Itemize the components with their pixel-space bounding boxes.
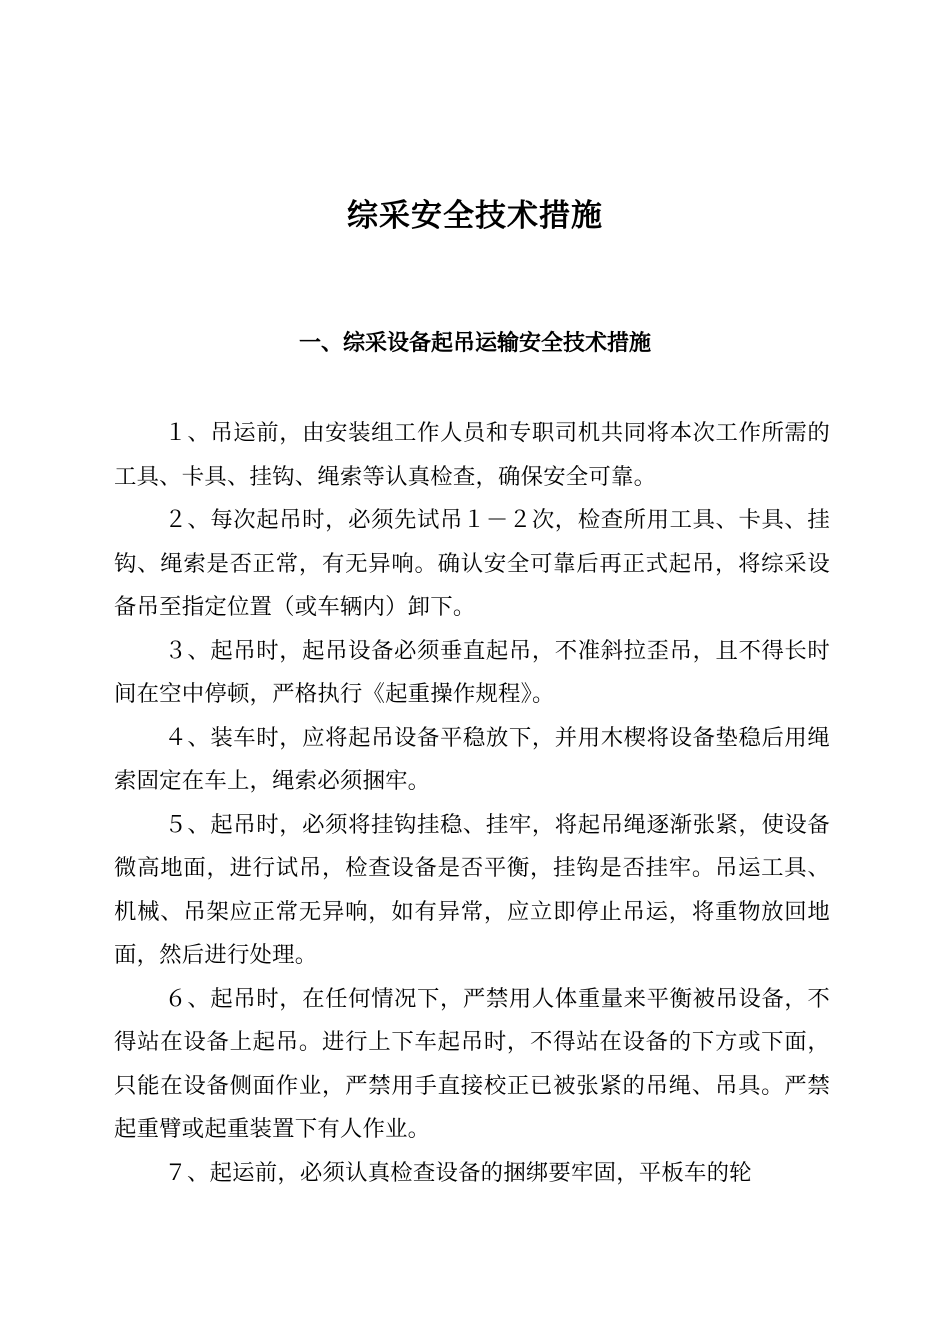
paragraph-5: ５、起吊时，必须将挂钩挂稳、挂牢，将起吊绳逐渐张紧，使设备微高地面，进行试吊，检查设备是否平衡，挂钩是否挂牢。吊运工具、机械、吊架应正常无异响，如有异常，应立即停止吊运，将重物放回地面，然后进行处理。 bbox=[114, 811, 830, 968]
paragraph-7: ７、起运前，必须认真检查设备的捆绑要牢固，平板车的轮 bbox=[164, 1159, 752, 1186]
paragraph-4: ４、装车时，应将起吊设备平稳放下，并用木楔将设备垫稳后用绳索固定在车上，绳索必须捆牢。 bbox=[114, 724, 830, 794]
paragraph-2: ２、每次起吊时，必须先试吊１－２次，检查所用工具、卡具、挂钩、绳索是否正常，有无异响。确认安全可靠后再正式起吊，将综采设备吊至指定位置（或车辆内）卸下。 bbox=[114, 507, 830, 620]
section-heading: 一、综采设备起吊运输安全技术措施 bbox=[298, 331, 651, 356]
paragraph-1: １、吊运前，由安装组工作人员和专职司机共同将本次工作所需的工具、卡具、挂钩、绳索等认真检查，确保安全可靠。 bbox=[114, 420, 830, 490]
paragraph-6: ６、起吊时，在任何情况下，严禁用人体重量来平衡被吊设备，不得站在设备上起吊。进行上下车起吊时，不得站在设备的下方或下面，只能在设备侧面作业，严禁用手直接校正已被张紧的吊绳、吊具。严禁起重臂或起重装置下有人作业。 bbox=[114, 985, 830, 1142]
paragraph-3: ３、起吊时，起吊设备必须垂直起吊，不准斜拉歪吊，且不得长时间在空中停顿，严格执行《起重操作规程》。 bbox=[114, 637, 830, 707]
document-body bbox=[114, 412, 830, 1195]
document-title: 综采安全技术措施 bbox=[347, 198, 603, 234]
